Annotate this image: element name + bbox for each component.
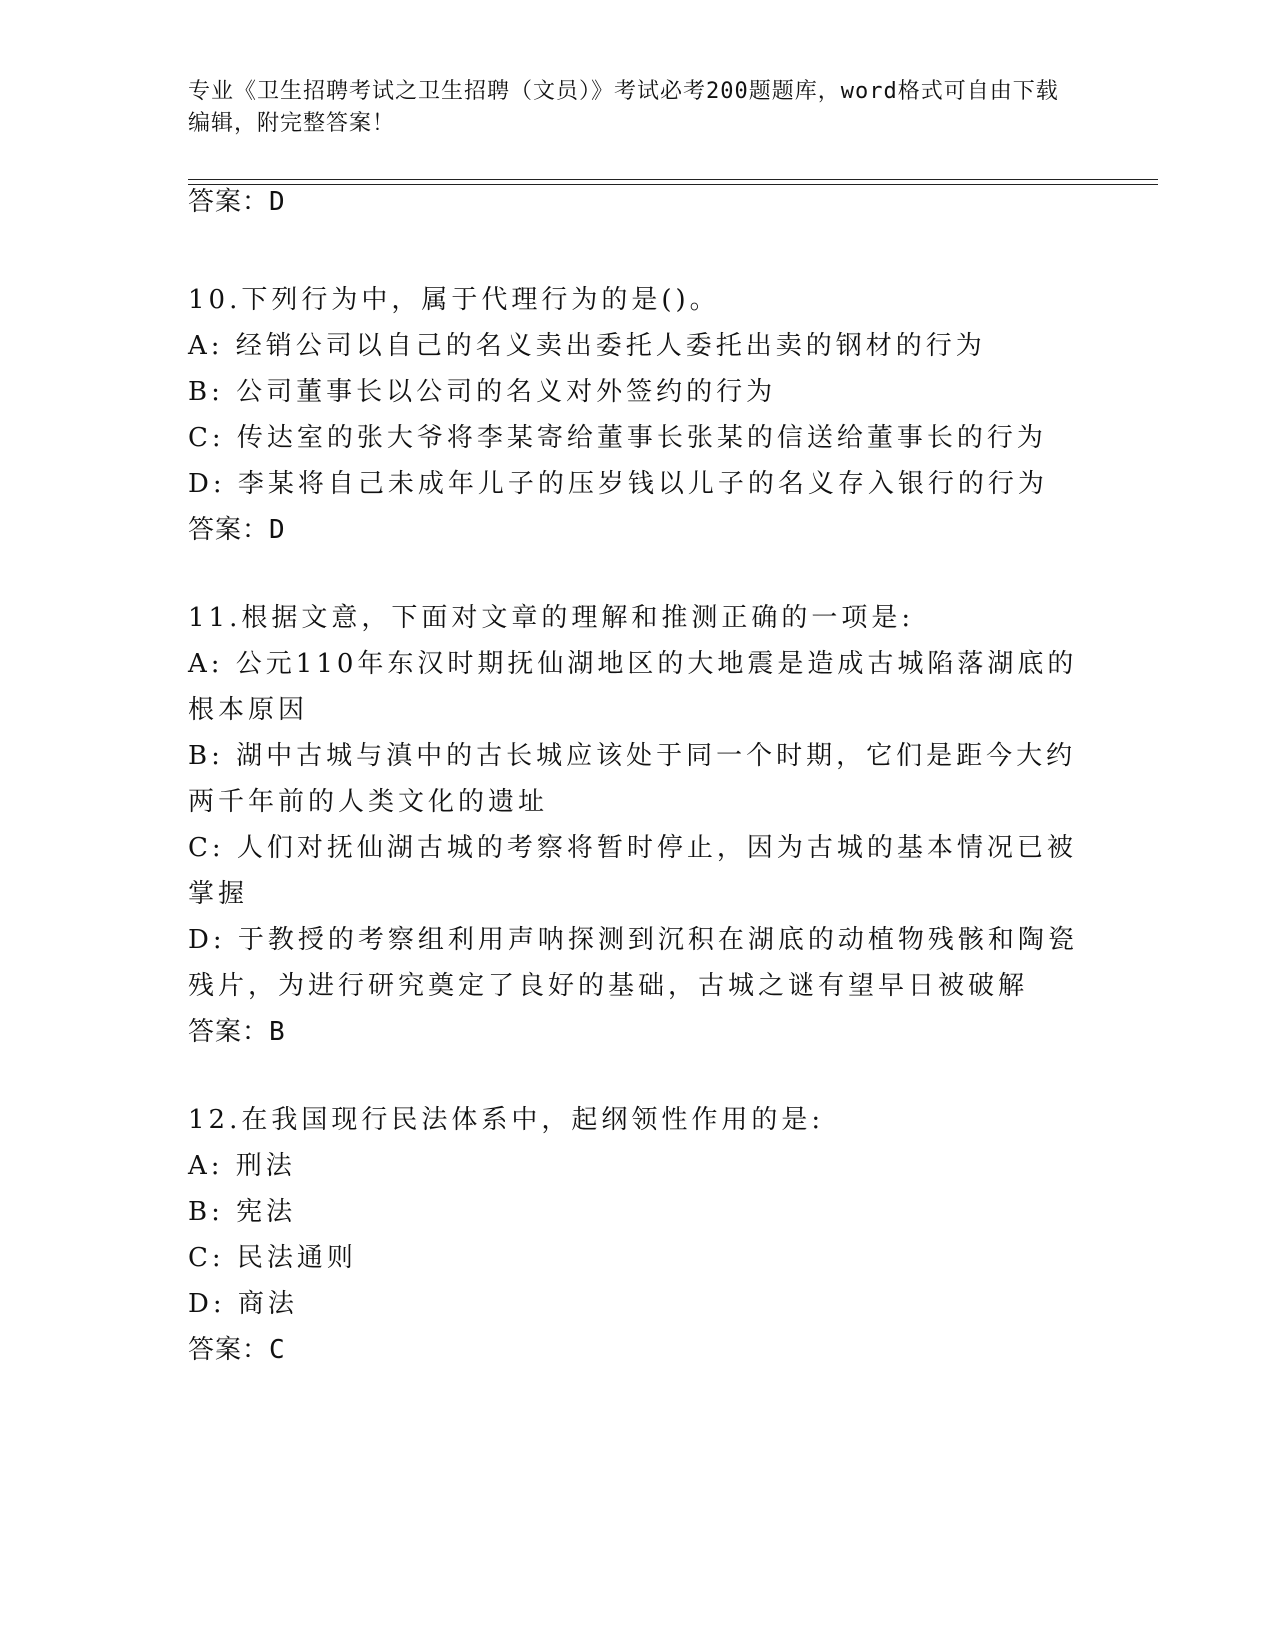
- header-divider-second: [188, 184, 1158, 185]
- option-b: B: 公司董事长以公司的名义对外签约的行为: [188, 377, 777, 407]
- option-a: A: 经销公司以自己的名义卖出委托人委托出卖的钢材的行为: [188, 331, 986, 361]
- answer-value: B: [269, 1017, 286, 1047]
- answer-value: C: [269, 1335, 286, 1365]
- option-c: C: 民法通则: [188, 1243, 357, 1273]
- question-stem: 11.根据文意，下面对文章的理解和推测正确的一项是:: [188, 603, 915, 633]
- option-a: A: 公元110年东汉时期抚仙湖地区的大地震是造成古城陷落湖底的根本原因: [188, 649, 1078, 725]
- answer-line: [188, 1009, 1078, 1055]
- option-d: D: 于教授的考察组利用声呐探测到沉积在湖底的动植物残骸和陶瓷残片，为进行研究奠定了良好的基础，古城之谜有望早日被破解: [188, 925, 1078, 1001]
- option-b: B: 湖中古城与滇中的古长城应该处于同一个时期，它们是距今大约两千年前的人类文化的遗址: [188, 741, 1077, 817]
- question-stem: 12.在我国现行民法体系中，起纲领性作用的是:: [188, 1105, 825, 1135]
- question-12: [188, 1097, 1078, 1373]
- header-text: 专业《卫生招聘考试之卫生招聘（文员）》考试必考200题题库，word格式可自由下载编辑，附完整答案！: [188, 79, 1059, 136]
- answer-line: [188, 185, 286, 219]
- answer-label: 答案：: [188, 1335, 270, 1365]
- answer-line: [188, 507, 1078, 553]
- option-c: C: 传达室的张大爷将李某寄给董事长张某的信送给董事长的行为: [188, 423, 1047, 453]
- header-divider: [188, 179, 1158, 180]
- option-a: A: 刑法: [188, 1151, 296, 1181]
- question-10: [188, 277, 1078, 553]
- document-header: [188, 76, 1068, 140]
- option-b: B: 宪法: [188, 1197, 297, 1227]
- option-d: D: 商法: [188, 1289, 298, 1319]
- answer-value: D: [269, 187, 286, 217]
- answer-label: 答案：: [188, 187, 270, 217]
- answer-label: 答案：: [188, 515, 270, 545]
- option-c: C: 人们对抚仙湖古城的考察将暂时停止，因为古城的基本情况已被掌握: [188, 833, 1077, 909]
- answer-label: 答案：: [188, 1017, 270, 1047]
- option-d: D: 李某将自己未成年儿子的压岁钱以儿子的名义存入银行的行为: [188, 469, 1048, 499]
- answer-line: [188, 1327, 1078, 1373]
- question-stem: 10.下列行为中，属于代理行为的是()。: [188, 285, 720, 315]
- question-11: [188, 595, 1078, 1055]
- answer-value: D: [269, 515, 286, 545]
